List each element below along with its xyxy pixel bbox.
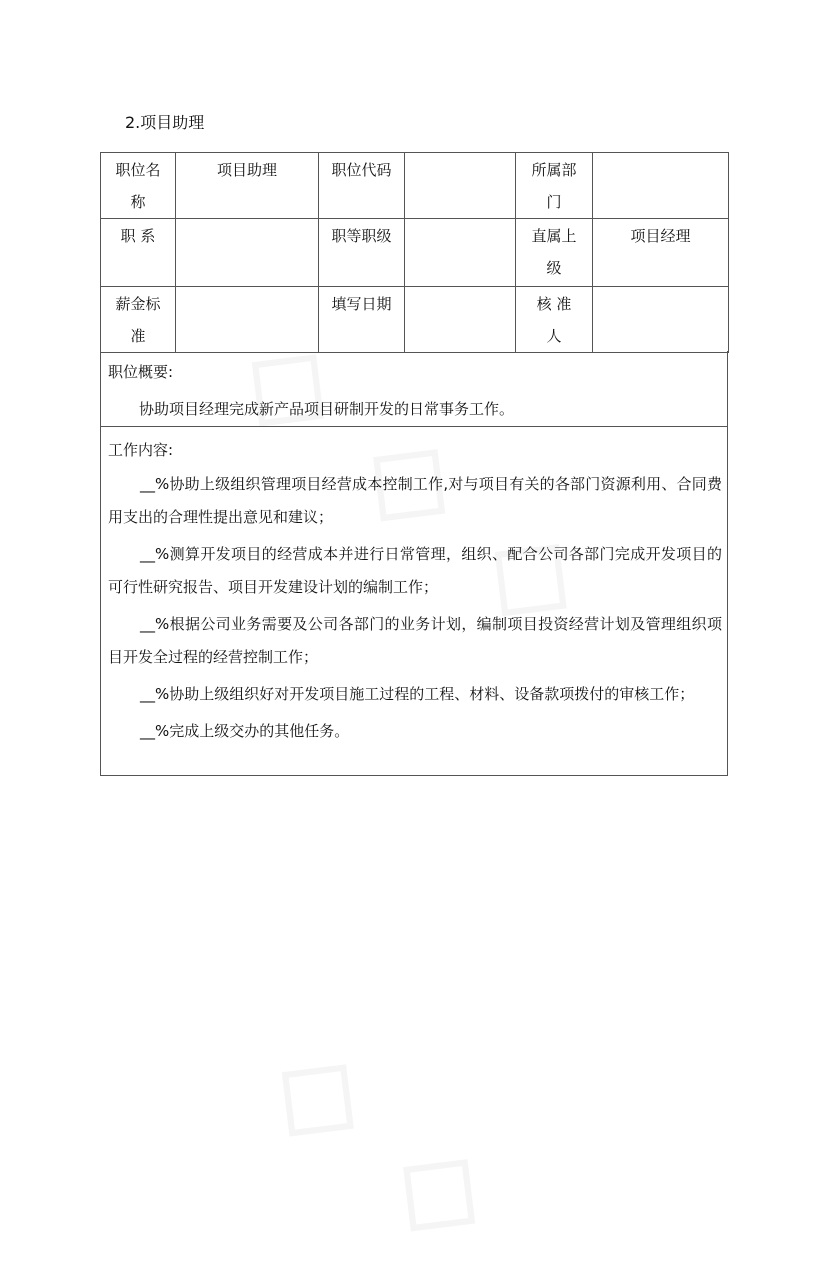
watermark-graphic-bottom [244,1010,532,1277]
department-label: 所属部门 [531,161,577,211]
label-cell [516,219,593,287]
salary-value [176,287,319,353]
job-family-value [176,219,319,287]
table-row [101,153,729,219]
job-info-table [100,152,729,353]
label-cell [101,287,176,353]
position-summary-section [100,351,728,427]
supervisor-value: 项目经理 [593,219,729,287]
grade-value [405,219,516,287]
supervisor-label: 直属上级 [531,227,577,277]
position-code-value [405,153,516,219]
label-cell [101,219,176,287]
label-cell [101,153,176,219]
table-row [101,219,729,287]
salary-label: 薪金标准 [115,295,161,345]
table-row [101,287,729,353]
label-cell [516,153,593,219]
summary-text: 协助项目经理完成新产品项目研制开发的日常事务工作。 [139,400,515,418]
duty-item: __%完成上级交办的其他任务。 [140,722,350,740]
position-code-label: 职位代码 [319,153,405,219]
fill-date-value [405,287,516,353]
department-value [593,153,729,219]
duty-item: __%测算开发项目的经营成本并进行日常管理，组织、配合公司各部门完成开发项目的可行性研究报告、项目开发建设计划的编制工作； [108,545,722,596]
label-cell [516,287,593,353]
duty-item: __%协助上级组织管理项目经营成本控制工作,对与项目有关的各部门资源利用、合同费用支出的合理性提出意见和建议； [108,475,722,526]
duty-item: __%协助上级组织好对开发项目施工过程的工程、材料、设备款项拨付的审核工作； [140,685,695,703]
job-family-label: 职 系 [120,227,156,245]
position-name-label: 职位名称 [115,161,161,211]
approver-value [593,287,729,353]
grade-label: 职等职级 [319,219,405,287]
approver-label: 核 准 人 [536,295,572,345]
position-name-value: 项目助理 [176,153,319,219]
content-heading: 工作内容: [108,441,174,459]
summary-heading: 职位概要: [108,363,174,381]
work-content-section [100,426,728,776]
section-title: 2.项目助理 [125,113,205,132]
duty-item: __%根据公司业务需要及公司各部门的业务计划，编制项目投资经营计划及管理组织项目开发全过程的经营控制工作； [108,615,722,666]
fill-date-label: 填写日期 [319,287,405,353]
duty-list [108,468,722,752]
